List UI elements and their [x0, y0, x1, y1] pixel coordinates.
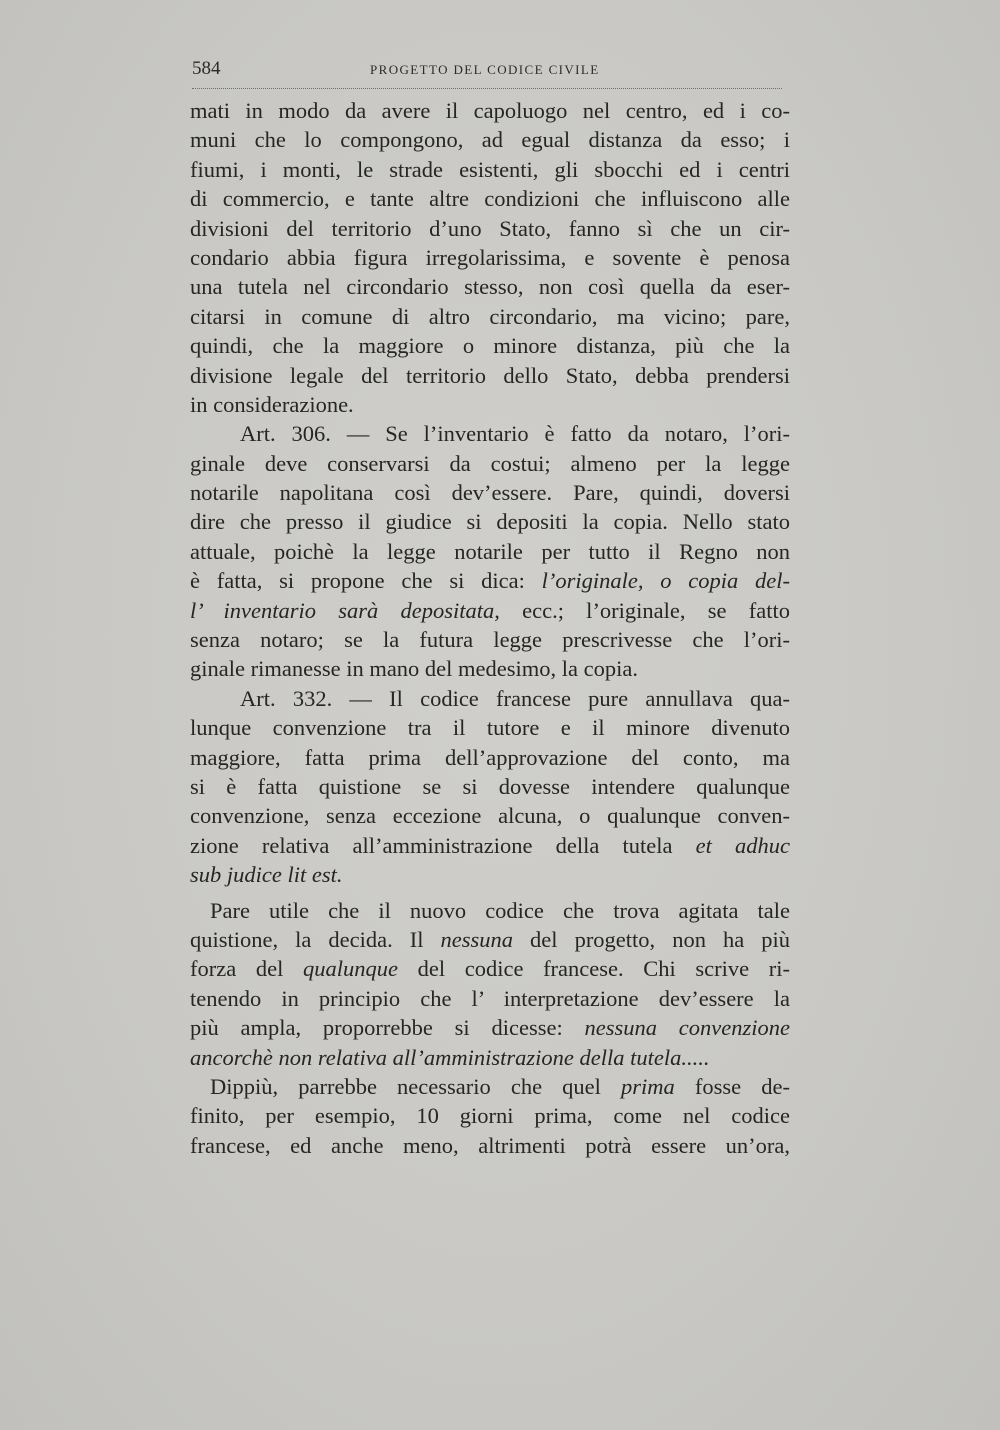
italic-run: nessuna convenzione — [584, 1015, 790, 1041]
text-line: senza notaro; se la futura legge prescrivesse che l’ori- — [190, 627, 790, 653]
text-run: ecc.; l’originale, se fatto — [499, 597, 790, 623]
text-line: divisione legale del territorio dello Stato, debba prendersi — [190, 362, 790, 388]
text-line: finito, per esempio, 10 giorni prima, come nel codice — [190, 1103, 790, 1129]
text-line: condario abbia figura irregolarissima, e sovente è penosa — [190, 244, 790, 270]
text-line: Pare utile che il nuovo codice che trova agitata tale — [210, 897, 790, 923]
italic-run: ancorchè non relativa all’amministrazione della tutela..... — [190, 1044, 710, 1070]
text-line — [190, 954, 790, 983]
italic-run: l’ inventario sarà depositata, — [190, 597, 500, 623]
text-line — [190, 831, 790, 860]
italic-run: et adhuc — [695, 832, 790, 858]
running-title: PROGETTO DEL CODICE CIVILE — [370, 62, 600, 77]
text-line: notarile napolitana così dev’essere. Pare, quindi, doversi — [190, 480, 790, 506]
text-line — [190, 860, 790, 889]
text-line: in considerazione. — [190, 391, 354, 417]
text-line: citarsi in comune di altro circondario, ma vicino; pare, — [190, 303, 790, 329]
text-line: ginale rimanesse in mano del medesimo, la copia. — [190, 656, 638, 682]
text-run: forza del — [190, 956, 303, 982]
italic-run: l’originale, o copia del- — [541, 568, 790, 594]
text-line — [190, 596, 790, 625]
text-line: dire che presso il giudice si depositi la copia. Nello stato — [190, 509, 790, 535]
text-line — [190, 1072, 790, 1101]
italic-run: qualunque — [302, 956, 398, 982]
text-line: tenendo in principio che l’ interpretazione dev’essere la — [190, 985, 790, 1011]
text-run: quistione, la decida. Il — [190, 926, 441, 952]
text-line: mati in modo da avere il capoluogo nel centro, ed i co- — [190, 98, 790, 123]
body-text — [190, 96, 790, 1160]
italic-run: prima — [621, 1073, 675, 1099]
text-run: Dippiù, parrebbe necessario che quel — [210, 1073, 622, 1099]
text-run: fosse de- — [674, 1073, 790, 1099]
text-line: Art. 332. — Il codice francese pure annullava qua- — [240, 685, 790, 711]
text-run: più ampla, proporrebbe si dicesse: — [190, 1015, 585, 1041]
text-line: ginale deve conservarsi da costui; almeno per la legge — [190, 450, 790, 476]
text-line: Art. 306. — Se l’inventario è fatto da notaro, l’ori- — [240, 421, 790, 447]
text-line: divisioni del territorio d’uno Stato, fanno sì che un cir- — [190, 215, 790, 241]
text-line: una tutela nel circondario stesso, non così quella da eser- — [190, 274, 790, 300]
text-line: muni che lo compongono, ad egual distanza da esso; i — [190, 127, 790, 153]
paragraph-1 — [190, 96, 790, 419]
paragraph-art-332 — [190, 684, 790, 890]
text-run: è fatta, si propone che si dica: — [190, 568, 542, 594]
text-line: lunque convenzione tra il tutore e il minore divenuto — [190, 715, 790, 741]
text-line: fiumi, i monti, le strade esistenti, gli sbocchi ed i centri — [190, 156, 790, 182]
text-line — [190, 925, 790, 954]
italic-run: sub judice lit est. — [190, 862, 343, 888]
text-line: maggiore, fatta prima dell’approvazione del conto, ma — [190, 744, 790, 770]
text-run: zione relativa all’amministrazione della tutela — [190, 832, 696, 858]
paragraph-5 — [190, 1072, 790, 1160]
text-run: del codice francese. Chi scrive ri- — [397, 956, 790, 982]
paragraph-art-306 — [190, 419, 790, 684]
paragraph-4 — [190, 896, 790, 1072]
text-line — [190, 1043, 790, 1072]
text-line — [190, 1013, 790, 1042]
text-run: del progetto, non ha più — [513, 926, 790, 952]
italic-run: nessuna — [440, 926, 514, 952]
text-line: francese, ed anche meno, altrimenti potrà essere un’ora, — [190, 1132, 790, 1158]
page-header — [192, 58, 782, 89]
text-line: convenzione, senza eccezione alcuna, o qualunque conven- — [190, 803, 790, 829]
text-line: di commercio, e tante altre condizioni che influiscono alle — [190, 186, 790, 212]
text-line: attuale, poichè la legge notarile per tutto il Regno non — [190, 538, 790, 564]
text-line — [190, 566, 790, 595]
page-number: 584 — [192, 58, 221, 79]
text-line: quindi, che la maggiore o minore distanza, più che la — [190, 333, 790, 359]
text-line: si è fatta quistione se si dovesse intendere qualunque — [190, 773, 790, 799]
